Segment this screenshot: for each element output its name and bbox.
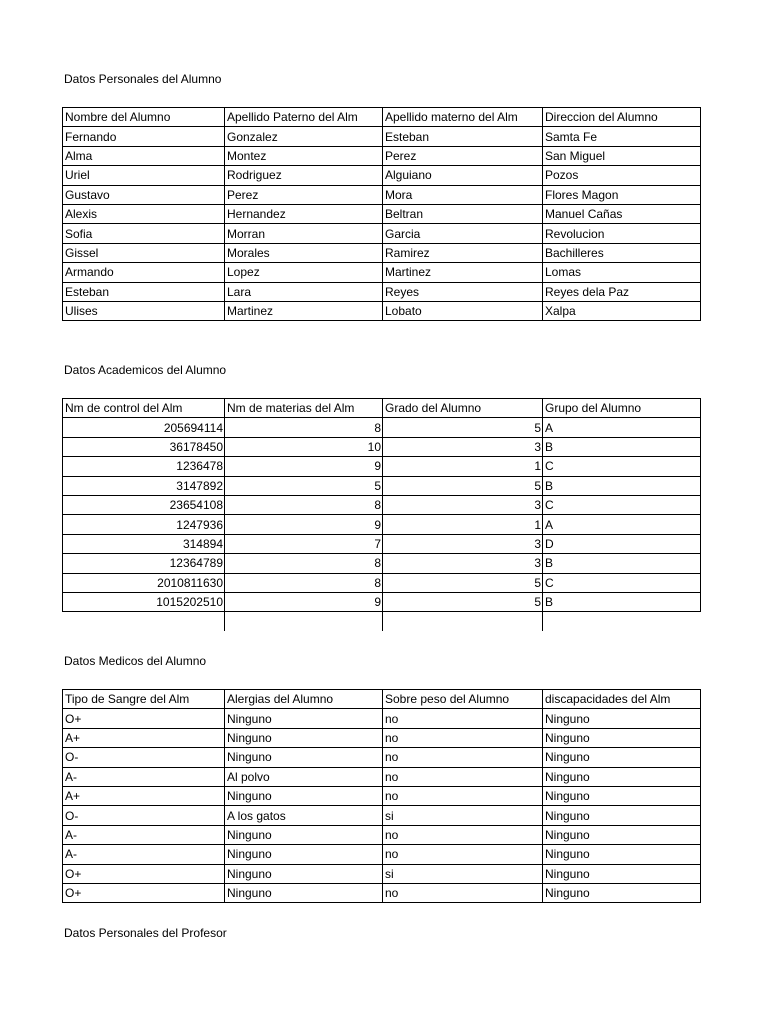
- table-cell: 8: [225, 495, 383, 514]
- table-cell: B: [543, 554, 701, 573]
- table-cell-empty: [63, 612, 225, 631]
- table-cell: 9: [225, 592, 383, 611]
- column-header: Sobre peso del Alumno: [383, 690, 543, 709]
- table-row: [63, 767, 701, 786]
- table-cell: Martinez: [383, 263, 543, 282]
- table-cell: 8: [225, 418, 383, 437]
- table-header-row: [63, 690, 701, 709]
- table-cell: 8: [225, 554, 383, 573]
- table-row: [63, 185, 701, 204]
- table-cell: no: [383, 883, 543, 902]
- table-row: [63, 476, 701, 495]
- table-row: [63, 301, 701, 320]
- table-cell: A-: [63, 845, 225, 864]
- table-cell: 1: [383, 515, 543, 534]
- table-cell: si: [383, 806, 543, 825]
- table-cell: Xalpa: [543, 301, 701, 320]
- table-cell: Ninguno: [225, 864, 383, 883]
- table-cell: A-: [63, 767, 225, 786]
- table-cell: B: [543, 592, 701, 611]
- table-row: [63, 204, 701, 223]
- table-cell: si: [383, 864, 543, 883]
- table-cell: Ninguno: [225, 728, 383, 747]
- table-cell: Ninguno: [543, 767, 701, 786]
- table-cell: Alma: [63, 146, 225, 165]
- table-cell: San Miguel: [543, 146, 701, 165]
- table-cell: C: [543, 495, 701, 514]
- table-cell: no: [383, 786, 543, 805]
- table-cell: Perez: [383, 146, 543, 165]
- table-cell: Martinez: [225, 301, 383, 320]
- table-academicos-alumno: [62, 398, 701, 631]
- table-cell: Ninguno: [225, 883, 383, 902]
- table-cell: no: [383, 728, 543, 747]
- table-cell: B: [543, 476, 701, 495]
- column-header: Nm de materias del Alm: [225, 399, 383, 418]
- table-row: [63, 146, 701, 165]
- table-cell: Ramirez: [383, 243, 543, 262]
- table-row: [63, 825, 701, 844]
- table-cell: Alguiano: [383, 166, 543, 185]
- table-cell: Montez: [225, 146, 383, 165]
- table-cell: Ninguno: [225, 709, 383, 728]
- table-cell: no: [383, 748, 543, 767]
- table-cell: 9: [225, 457, 383, 476]
- table-cell: O+: [63, 864, 225, 883]
- table-row: [63, 263, 701, 282]
- table-row: [63, 728, 701, 747]
- table-cell: A+: [63, 728, 225, 747]
- table-cell: 5: [383, 592, 543, 611]
- table-cell: 3: [383, 437, 543, 456]
- table-cell: Perez: [225, 185, 383, 204]
- table-blank-row: [63, 612, 701, 631]
- table-cell: 3: [383, 554, 543, 573]
- section-title-academicos-alumno: Datos Academicos del Alumno: [64, 363, 227, 377]
- table-row: [63, 573, 701, 592]
- table-cell: 5: [383, 418, 543, 437]
- table-cell: Hernandez: [225, 204, 383, 223]
- table-cell: no: [383, 767, 543, 786]
- table-cell: Ninguno: [543, 728, 701, 747]
- table-header-row: [63, 399, 701, 418]
- table-cell: A: [543, 418, 701, 437]
- table-cell: 10: [225, 437, 383, 456]
- table-cell: 12364789: [63, 554, 225, 573]
- table-cell: 5: [383, 573, 543, 592]
- table-cell-empty: [225, 612, 383, 631]
- table-row: [63, 806, 701, 825]
- table-cell: 8: [225, 573, 383, 592]
- table-cell: Ninguno: [225, 825, 383, 844]
- table-row: [63, 495, 701, 514]
- table-cell: O-: [63, 806, 225, 825]
- table-cell: no: [383, 709, 543, 728]
- table-cell: C: [543, 457, 701, 476]
- column-header: Apellido materno del Alm: [383, 108, 543, 127]
- table-row: [63, 166, 701, 185]
- column-header: Nm de control del Alm: [63, 399, 225, 418]
- table-cell: 9: [225, 515, 383, 534]
- table-cell: Lopez: [225, 263, 383, 282]
- table-cell: O-: [63, 748, 225, 767]
- table-row: [63, 282, 701, 301]
- table-cell: no: [383, 845, 543, 864]
- table-row: [63, 418, 701, 437]
- table-cell: no: [383, 825, 543, 844]
- table-cell-empty: [543, 612, 701, 631]
- table-cell: Esteban: [383, 127, 543, 146]
- table-cell: Reyes dela Paz: [543, 282, 701, 301]
- table-cell: Samta Fe: [543, 127, 701, 146]
- table-cell: Ninguno: [225, 748, 383, 767]
- table-row: [63, 864, 701, 883]
- table-cell: Ninguno: [543, 883, 701, 902]
- table-cell: Mora: [383, 185, 543, 204]
- table-cell: Bachilleres: [543, 243, 701, 262]
- table-row: [63, 592, 701, 611]
- table-cell: Ninguno: [225, 786, 383, 805]
- table-row: [63, 127, 701, 146]
- table-personal-alumno: [62, 107, 701, 321]
- table-cell: Al polvo: [225, 767, 383, 786]
- table-cell: Morales: [225, 243, 383, 262]
- table-row: [63, 845, 701, 864]
- table-cell: Ninguno: [543, 825, 701, 844]
- table-cell: 3147892: [63, 476, 225, 495]
- table-cell: 3: [383, 534, 543, 553]
- table-row: [63, 883, 701, 902]
- table-cell: D: [543, 534, 701, 553]
- table-cell: Ninguno: [543, 748, 701, 767]
- table-row: [63, 709, 701, 728]
- column-header: Apellido Paterno del Alm: [225, 108, 383, 127]
- table-cell: O+: [63, 709, 225, 728]
- table-cell: 314894: [63, 534, 225, 553]
- table-cell: C: [543, 573, 701, 592]
- column-header: Grupo del Alumno: [543, 399, 701, 418]
- table-cell: 1: [383, 457, 543, 476]
- table-row: [63, 224, 701, 243]
- column-header: Alergias del Alumno: [225, 690, 383, 709]
- table-cell: Ninguno: [543, 845, 701, 864]
- section-title-personal-profesor: Datos Personales del Profesor: [64, 926, 227, 940]
- column-header: Grado del Alumno: [383, 399, 543, 418]
- table-cell: B: [543, 437, 701, 456]
- table-cell: A: [543, 515, 701, 534]
- table-cell: Manuel Cañas: [543, 204, 701, 223]
- table-cell: Reyes: [383, 282, 543, 301]
- table-cell: A+: [63, 786, 225, 805]
- table-cell: 3: [383, 495, 543, 514]
- table-cell: Uriel: [63, 166, 225, 185]
- table-cell: Armando: [63, 263, 225, 282]
- table-cell: Lomas: [543, 263, 701, 282]
- table-cell: Alexis: [63, 204, 225, 223]
- section-title-medicos-alumno: Datos Medicos del Alumno: [64, 654, 207, 668]
- table-medicos-alumno: [62, 689, 701, 903]
- table-cell: Beltran: [383, 204, 543, 223]
- table-cell: Garcia: [383, 224, 543, 243]
- table-header-row: [63, 108, 701, 127]
- table-cell: Esteban: [63, 282, 225, 301]
- table-cell: A-: [63, 825, 225, 844]
- table-cell: Revolucion: [543, 224, 701, 243]
- table-cell: Lara: [225, 282, 383, 301]
- table-cell: 205694114: [63, 418, 225, 437]
- table-cell: O+: [63, 883, 225, 902]
- table-row: [63, 437, 701, 456]
- table-cell: 23654108: [63, 495, 225, 514]
- table-cell: Rodriguez: [225, 166, 383, 185]
- table-cell: Fernando: [63, 127, 225, 146]
- table-cell-empty: [383, 612, 543, 631]
- table-row: [63, 534, 701, 553]
- table-cell: 1236478: [63, 457, 225, 476]
- table-cell: Ninguno: [543, 709, 701, 728]
- table-row: [63, 748, 701, 767]
- table-cell: Gonzalez: [225, 127, 383, 146]
- table-row: [63, 243, 701, 262]
- column-header: Direccion del Alumno: [543, 108, 701, 127]
- table-cell: Lobato: [383, 301, 543, 320]
- column-header: Nombre del Alumno: [63, 108, 225, 127]
- table-row: [63, 515, 701, 534]
- table-cell: Ninguno: [225, 845, 383, 864]
- table-row: [63, 786, 701, 805]
- table-cell: Sofia: [63, 224, 225, 243]
- table-cell: Ninguno: [543, 786, 701, 805]
- table-cell: 5: [225, 476, 383, 495]
- table-cell: Gissel: [63, 243, 225, 262]
- table-cell: Pozos: [543, 166, 701, 185]
- table-cell: Ninguno: [543, 806, 701, 825]
- table-cell: 1015202510: [63, 592, 225, 611]
- column-header: discapacidades del Alm: [543, 690, 701, 709]
- table-cell: Gustavo: [63, 185, 225, 204]
- table-row: [63, 554, 701, 573]
- table-cell: Ulises: [63, 301, 225, 320]
- table-cell: Morran: [225, 224, 383, 243]
- table-row: [63, 457, 701, 476]
- column-header: Tipo de Sangre del Alm: [63, 690, 225, 709]
- section-title-personal-alumno: Datos Personales del Alumno: [64, 72, 222, 86]
- table-cell: 2010811630: [63, 573, 225, 592]
- table-cell: 5: [383, 476, 543, 495]
- table-cell: 1247936: [63, 515, 225, 534]
- table-cell: Ninguno: [543, 864, 701, 883]
- table-cell: Flores Magon: [543, 185, 701, 204]
- table-cell: 7: [225, 534, 383, 553]
- table-cell: 36178450: [63, 437, 225, 456]
- table-cell: A los gatos: [225, 806, 383, 825]
